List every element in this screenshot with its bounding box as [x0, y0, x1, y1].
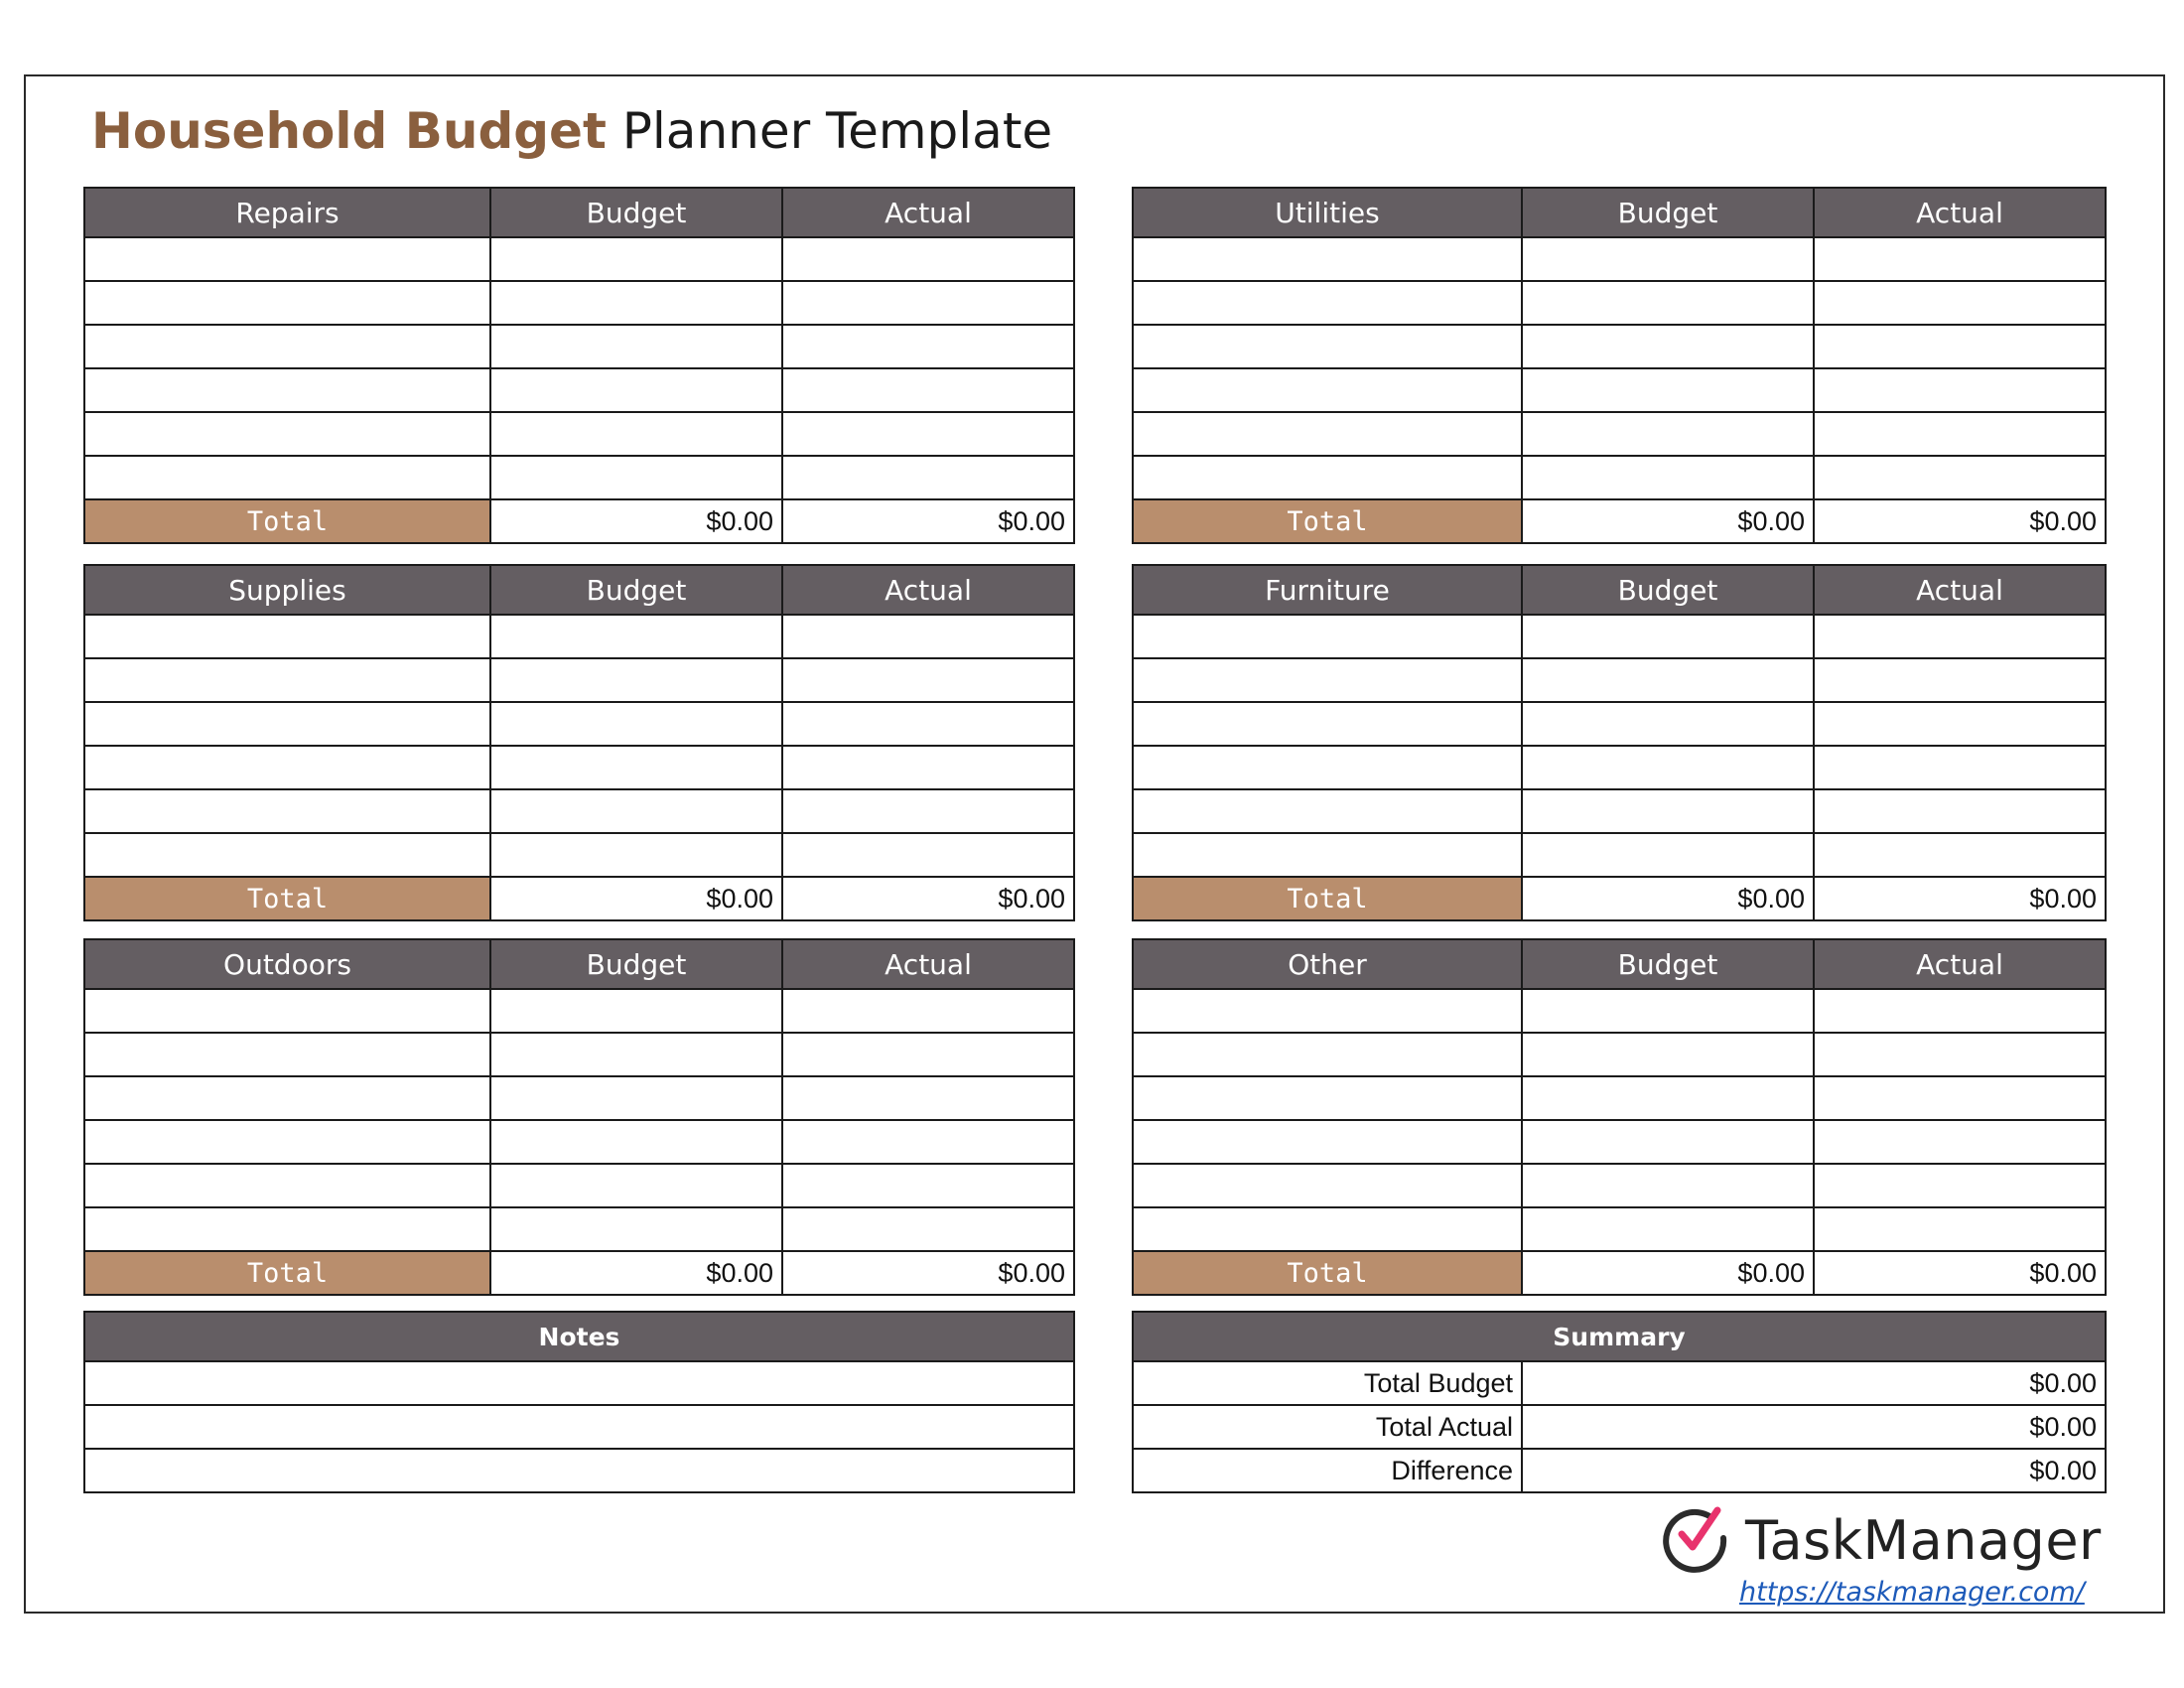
total-label: Total — [84, 877, 490, 920]
actual-cell[interactable] — [782, 702, 1074, 746]
table-row — [84, 412, 1074, 456]
section-title: Outdoors — [84, 939, 490, 989]
total-budget-value: $0.00 — [490, 877, 782, 920]
actual-cell[interactable] — [1814, 615, 2106, 658]
actual-cell[interactable] — [782, 989, 1074, 1033]
brand-logo — [1660, 1504, 2102, 1576]
table-row — [84, 746, 1074, 789]
item-cell[interactable] — [1133, 833, 1522, 877]
table-row — [1133, 746, 2106, 789]
section-supplies — [83, 564, 1075, 921]
budget-column-header: Budget — [1522, 939, 1814, 989]
item-cell[interactable] — [1133, 702, 1522, 746]
notes-header: Notes — [84, 1312, 1074, 1361]
summary-value: $0.00 — [1522, 1405, 2106, 1449]
item-cell[interactable] — [84, 1207, 490, 1251]
actual-cell[interactable] — [782, 833, 1074, 877]
table-row — [84, 325, 1074, 368]
item-cell[interactable] — [1133, 368, 1522, 412]
actual-cell[interactable] — [782, 615, 1074, 658]
item-cell[interactable] — [84, 615, 490, 658]
actual-column-header: Actual — [782, 188, 1074, 237]
total-actual-value: $0.00 — [782, 877, 1074, 920]
item-cell[interactable] — [1133, 1120, 1522, 1164]
budget-cell[interactable] — [1522, 1076, 1814, 1120]
item-cell[interactable] — [1133, 1207, 1522, 1251]
actual-cell[interactable] — [1814, 746, 2106, 789]
summary-row — [1133, 1361, 2106, 1405]
actual-cell[interactable] — [782, 746, 1074, 789]
budget-cell[interactable] — [1522, 456, 1814, 499]
table-row — [1133, 1076, 2106, 1120]
total-actual-value: $0.00 — [1814, 877, 2106, 920]
budget-cell[interactable] — [1522, 368, 1814, 412]
table-row — [1133, 412, 2106, 456]
total-row — [1133, 1251, 2106, 1295]
table-row — [84, 281, 1074, 325]
table-row — [84, 1033, 1074, 1076]
table-row — [84, 1120, 1074, 1164]
actual-cell[interactable] — [1814, 1207, 2106, 1251]
table-row — [84, 456, 1074, 499]
table-row — [1133, 702, 2106, 746]
budget-cell[interactable] — [1522, 702, 1814, 746]
notes-row — [84, 1449, 1074, 1492]
table-row — [84, 368, 1074, 412]
summary-value: $0.00 — [1522, 1361, 2106, 1405]
table-row — [84, 833, 1074, 877]
table-row — [1133, 281, 2106, 325]
actual-cell[interactable] — [782, 325, 1074, 368]
summary-row — [1133, 1449, 2106, 1492]
total-row — [84, 499, 1074, 543]
item-cell[interactable] — [84, 746, 490, 789]
summary-label: Total Actual — [1133, 1405, 1522, 1449]
table-row — [84, 789, 1074, 833]
title-light: Planner Template — [621, 102, 1053, 160]
budget-cell[interactable] — [490, 989, 782, 1033]
item-cell[interactable] — [1133, 615, 1522, 658]
budget-cell[interactable] — [490, 1033, 782, 1076]
table-row — [84, 1207, 1074, 1251]
budget-cell[interactable] — [490, 281, 782, 325]
total-row — [1133, 499, 2106, 543]
budget-cell[interactable] — [1522, 281, 1814, 325]
total-budget-value: $0.00 — [1522, 1251, 1814, 1295]
table-row — [1133, 1164, 2106, 1207]
actual-cell[interactable] — [1814, 237, 2106, 281]
summary-value: $0.00 — [1522, 1449, 2106, 1492]
item-cell[interactable] — [1133, 456, 1522, 499]
budget-cell[interactable] — [1522, 1120, 1814, 1164]
item-cell[interactable] — [84, 1076, 490, 1120]
summary-label: Total Budget — [1133, 1361, 1522, 1405]
table-row — [84, 989, 1074, 1033]
notes-cell[interactable] — [84, 1449, 1074, 1492]
actual-column-header: Actual — [1814, 565, 2106, 615]
item-cell[interactable] — [1133, 412, 1522, 456]
item-cell[interactable] — [84, 833, 490, 877]
summary-row — [1133, 1405, 2106, 1449]
summary-table — [1132, 1311, 2107, 1493]
budget-cell[interactable] — [490, 1164, 782, 1207]
item-cell[interactable] — [1133, 1033, 1522, 1076]
actual-cell[interactable] — [782, 281, 1074, 325]
budget-cell[interactable] — [1522, 615, 1814, 658]
budget-cell[interactable] — [1522, 746, 1814, 789]
total-label: Total — [1133, 499, 1522, 543]
table-row — [84, 658, 1074, 702]
section-title: Other — [1133, 939, 1522, 989]
item-cell[interactable] — [1133, 1164, 1522, 1207]
budget-cell[interactable] — [490, 658, 782, 702]
total-budget-value: $0.00 — [1522, 499, 1814, 543]
actual-cell[interactable] — [782, 456, 1074, 499]
table-row — [1133, 833, 2106, 877]
budget-cell[interactable] — [490, 325, 782, 368]
item-cell[interactable] — [1133, 1076, 1522, 1120]
actual-cell[interactable] — [1814, 1120, 2106, 1164]
total-label: Total — [84, 499, 490, 543]
budget-cell[interactable] — [490, 1120, 782, 1164]
notes-cell[interactable] — [84, 1405, 1074, 1449]
brand-url-link[interactable]: https://taskmanager.com/ — [1739, 1577, 2085, 1608]
table-row — [1133, 368, 2106, 412]
budget-cell[interactable] — [1522, 1207, 1814, 1251]
actual-column-header: Actual — [782, 565, 1074, 615]
actual-column-header: Actual — [1814, 188, 2106, 237]
budget-cell[interactable] — [490, 412, 782, 456]
table-row — [84, 615, 1074, 658]
table-row — [1133, 789, 2106, 833]
section-repairs — [83, 187, 1075, 544]
total-label: Total — [84, 1251, 490, 1295]
actual-cell[interactable] — [1814, 368, 2106, 412]
item-cell[interactable] — [84, 456, 490, 499]
budget-cell[interactable] — [490, 456, 782, 499]
actual-cell[interactable] — [782, 1207, 1074, 1251]
actual-cell[interactable] — [782, 412, 1074, 456]
table-row — [1133, 615, 2106, 658]
budget-cell[interactable] — [1522, 325, 1814, 368]
notes-row — [84, 1361, 1074, 1405]
actual-cell[interactable] — [1814, 456, 2106, 499]
title-bold: Household Budget — [91, 102, 607, 160]
total-actual-value: $0.00 — [782, 1251, 1074, 1295]
notes-cell[interactable] — [84, 1361, 1074, 1405]
budget-column-header: Budget — [490, 188, 782, 237]
total-actual-value: $0.00 — [782, 499, 1074, 543]
item-cell[interactable] — [84, 702, 490, 746]
actual-column-header: Actual — [1814, 939, 2106, 989]
table-row — [84, 1076, 1074, 1120]
actual-cell[interactable] — [782, 1033, 1074, 1076]
budget-cell[interactable] — [1522, 989, 1814, 1033]
budget-cell[interactable] — [1522, 1164, 1814, 1207]
actual-cell[interactable] — [782, 368, 1074, 412]
actual-cell[interactable] — [1814, 658, 2106, 702]
actual-cell[interactable] — [782, 658, 1074, 702]
total-label: Total — [1133, 1251, 1522, 1295]
budget-cell[interactable] — [1522, 789, 1814, 833]
table-row — [1133, 456, 2106, 499]
section-utilities — [1132, 187, 2107, 544]
total-actual-value: $0.00 — [1814, 1251, 2106, 1295]
item-cell[interactable] — [84, 789, 490, 833]
budget-cell[interactable] — [490, 1207, 782, 1251]
actual-cell[interactable] — [1814, 989, 2106, 1033]
budget-cell[interactable] — [490, 789, 782, 833]
item-cell[interactable] — [1133, 746, 1522, 789]
item-cell[interactable] — [84, 368, 490, 412]
budget-cell[interactable] — [490, 746, 782, 789]
actual-cell[interactable] — [1814, 281, 2106, 325]
item-cell[interactable] — [84, 325, 490, 368]
item-cell[interactable] — [1133, 325, 1522, 368]
brand-name: TaskManager — [1745, 1508, 2102, 1572]
item-cell[interactable] — [84, 658, 490, 702]
item-cell[interactable] — [84, 1120, 490, 1164]
summary-label: Difference — [1133, 1449, 1522, 1492]
table-row — [1133, 1207, 2106, 1251]
actual-cell[interactable] — [1814, 325, 2106, 368]
total-row — [84, 877, 1074, 920]
actual-cell[interactable] — [1814, 1076, 2106, 1120]
item-cell[interactable] — [1133, 237, 1522, 281]
budget-column-header: Budget — [1522, 188, 1814, 237]
actual-cell[interactable] — [782, 1164, 1074, 1207]
item-cell[interactable] — [84, 1033, 490, 1076]
total-budget-value: $0.00 — [1522, 877, 1814, 920]
table-row — [1133, 325, 2106, 368]
table-row — [84, 1164, 1074, 1207]
item-cell[interactable] — [84, 412, 490, 456]
check-circle-icon — [1660, 1504, 1731, 1576]
table-row — [1133, 1033, 2106, 1076]
budget-cell[interactable] — [1522, 412, 1814, 456]
table-row — [1133, 989, 2106, 1033]
summary-header: Summary — [1133, 1312, 2106, 1361]
actual-cell[interactable] — [1814, 412, 2106, 456]
section-title: Repairs — [84, 188, 490, 237]
budget-column-header: Budget — [490, 565, 782, 615]
actual-cell[interactable] — [1814, 789, 2106, 833]
actual-cell[interactable] — [782, 1120, 1074, 1164]
item-cell[interactable] — [84, 989, 490, 1033]
table-row — [1133, 1120, 2106, 1164]
total-row — [1133, 877, 2106, 920]
budget-cell[interactable] — [1522, 1033, 1814, 1076]
total-budget-value: $0.00 — [490, 499, 782, 543]
actual-cell[interactable] — [782, 789, 1074, 833]
budget-cell[interactable] — [490, 368, 782, 412]
actual-cell[interactable] — [1814, 1164, 2106, 1207]
budget-column-header: Budget — [1522, 565, 1814, 615]
section-outdoors — [83, 938, 1075, 1296]
item-cell[interactable] — [84, 237, 490, 281]
table-row — [84, 702, 1074, 746]
notes-table — [83, 1311, 1075, 1493]
total-budget-value: $0.00 — [490, 1251, 782, 1295]
actual-column-header: Actual — [782, 939, 1074, 989]
total-row — [84, 1251, 1074, 1295]
budget-column-header: Budget — [490, 939, 782, 989]
total-label: Total — [1133, 877, 1522, 920]
item-cell[interactable] — [1133, 989, 1522, 1033]
notes-row — [84, 1405, 1074, 1449]
actual-cell[interactable] — [782, 1076, 1074, 1120]
budget-cell[interactable] — [490, 833, 782, 877]
item-cell[interactable] — [84, 281, 490, 325]
table-row — [1133, 658, 2106, 702]
budget-cell[interactable] — [490, 702, 782, 746]
actual-cell[interactable] — [1814, 702, 2106, 746]
item-cell[interactable] — [84, 1164, 490, 1207]
section-furniture — [1132, 564, 2107, 921]
total-actual-value: $0.00 — [1814, 499, 2106, 543]
item-cell[interactable] — [1133, 281, 1522, 325]
item-cell[interactable] — [1133, 789, 1522, 833]
section-title: Supplies — [84, 565, 490, 615]
item-cell[interactable] — [1133, 658, 1522, 702]
table-row — [84, 237, 1074, 281]
section-title: Utilities — [1133, 188, 1522, 237]
section-title: Furniture — [1133, 565, 1522, 615]
budget-cell[interactable] — [490, 615, 782, 658]
section-other — [1132, 938, 2107, 1296]
budget-cell[interactable] — [1522, 833, 1814, 877]
actual-cell[interactable] — [1814, 833, 2106, 877]
table-row — [1133, 237, 2106, 281]
budget-cell[interactable] — [1522, 658, 1814, 702]
budget-cell[interactable] — [490, 1076, 782, 1120]
budget-cell[interactable] — [490, 237, 782, 281]
budget-cell[interactable] — [1522, 237, 1814, 281]
page-title — [91, 99, 1052, 163]
actual-cell[interactable] — [1814, 1033, 2106, 1076]
actual-cell[interactable] — [782, 237, 1074, 281]
